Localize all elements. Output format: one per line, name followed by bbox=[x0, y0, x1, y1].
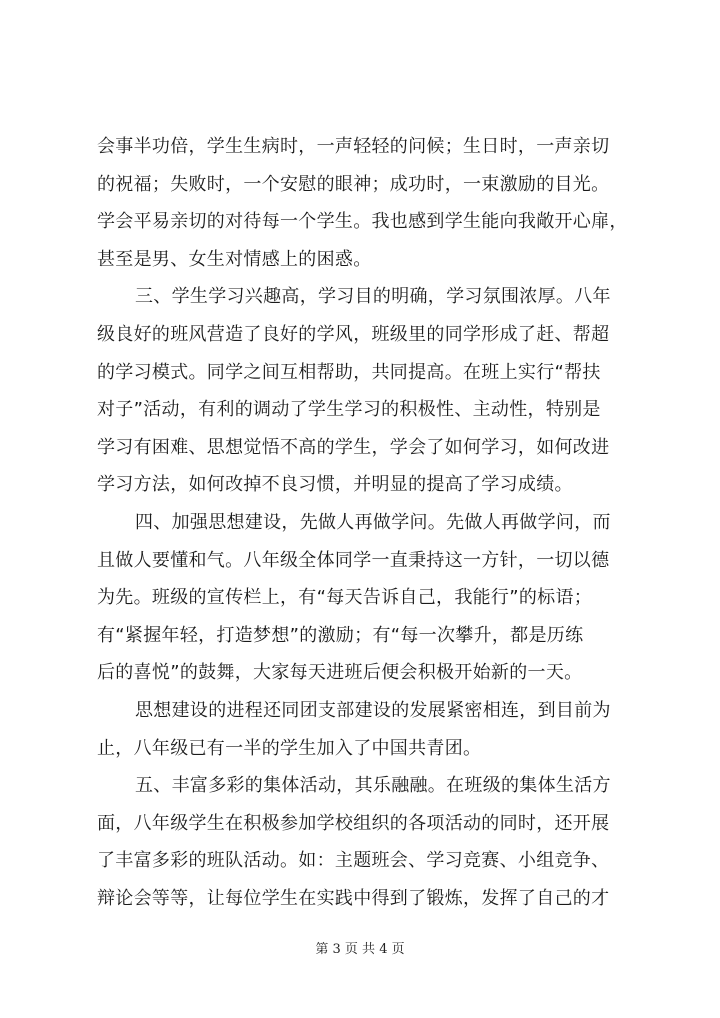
text-line: 辩论会等等，让每位学生在实践中得到了锻炼，发挥了自己的才 bbox=[97, 887, 610, 909]
text-line: 为先。班级的宣传栏上，有“每天告诉自己，我能行”的标语； bbox=[97, 587, 593, 609]
text-line: 的祝福；失败时，一个安慰的眼神；成功时，一束激励的目光。 bbox=[97, 173, 610, 195]
text-line: 会事半功倍，学生生病时，一声轻轻的问候；生日时，一声亲切 bbox=[97, 136, 610, 157]
text-line: 学会平易亲切的对待每一个学生。我也感到学生能向我敞开心扉， bbox=[97, 211, 628, 233]
body-text bbox=[97, 128, 657, 917]
text-line: 止，八年级已有一半的学生加入了中国共青团。 bbox=[97, 737, 482, 759]
text-line: 面，八年级学生在积极参加学校组织的各项活动的同时，还开展 bbox=[97, 812, 610, 834]
text-line: 且做人要懂和气。八年级全体同学一直秉持这一方针，一切以德 bbox=[97, 549, 610, 571]
text-line: 后的喜悦”的鼓舞，大家每天进班后便会积极开始新的一天。 bbox=[97, 662, 583, 684]
text-line: 的学习模式。同学之间互相帮助，共同提高。在班上实行“帮扶 bbox=[97, 361, 601, 383]
paragraph-start-line: 三、学生学习兴趣高，学习目的明确，学习氛围浓厚。八年 bbox=[135, 286, 611, 308]
text-line: 学习有困难、思想觉悟不高的学生，学会了如何学习，如何改进 bbox=[97, 436, 610, 458]
paragraph-start-line: 思想建设的进程还同团支部建设的发展紧密相连，到目前为 bbox=[135, 699, 611, 721]
text-line: 对子”活动，有利的调动了学生学习的积极性、主动性，特别是 bbox=[97, 399, 601, 421]
page-number-footer: 第 3 页 共 4 页 bbox=[315, 942, 405, 957]
text-line: 了丰富多彩的班队活动。如：主题班会、学习竞赛、小组竞争、 bbox=[97, 850, 610, 872]
text-line: 有“紧握年轻，打造梦想”的激励；有“每一次攀升，都是历练 bbox=[97, 624, 584, 646]
text-line: 学习方法，如何改掉不良习惯，并明显的提高了学习成绩。 bbox=[97, 474, 573, 496]
text-line: 级良好的班风营造了良好的学风，班级里的同学形成了赶、帮超 bbox=[97, 323, 610, 345]
paragraph-start-line: 四、加强思想建设，先做人再做学问。先做人再做学问，而 bbox=[135, 511, 611, 533]
text-line: 甚至是男、女生对情感上的困惑。 bbox=[97, 248, 372, 270]
paragraph-start-line: 五、丰富多彩的集体活动，其乐融融。在班级的集体生活方 bbox=[135, 775, 611, 797]
